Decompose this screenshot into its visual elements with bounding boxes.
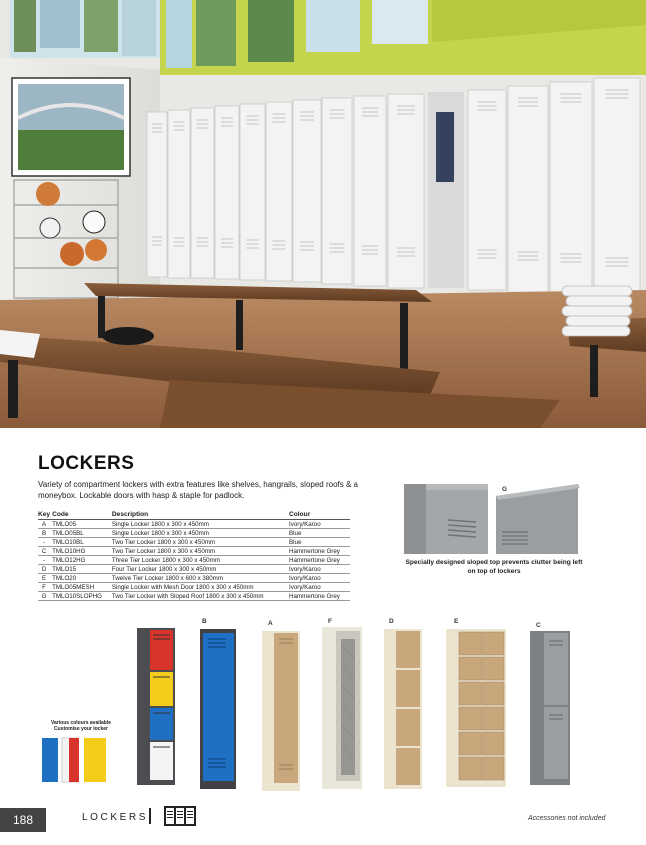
background-locker (293, 100, 321, 282)
table-cell-description: Single Locker 1800 x 300 x 450mm (112, 520, 289, 529)
product-table (38, 511, 350, 601)
background-locker (266, 102, 292, 281)
table-cell-key: C (38, 547, 52, 556)
table-cell-key: D (38, 565, 52, 574)
background-locker (215, 106, 239, 279)
table-cell-colour: Ivory/Karoo (289, 520, 350, 529)
footer-section-title: LOCKERS (82, 812, 148, 823)
background-locker (240, 104, 265, 280)
table-cell-code: TMLO05 (52, 520, 112, 529)
table-cell-key: B (38, 529, 52, 538)
table-cell-key: - (38, 556, 52, 565)
table-row (38, 547, 350, 556)
table-cell-description: Twelve Tier Locker 1800 x 600 x 380mm (112, 574, 289, 583)
table-row (38, 529, 350, 538)
table-cell-code: TMLO20 (52, 574, 112, 583)
table-cell-code: TMLO10SLOPHG (52, 592, 112, 601)
table-row (38, 538, 350, 547)
table-header-row (38, 511, 350, 520)
page-number: 188 (0, 808, 46, 832)
table-cell-code: TMLO15 (52, 565, 112, 574)
footer-divider (149, 808, 151, 824)
colours-note: Various colours available Customise your locker (50, 720, 112, 732)
custom-colour-locker (137, 628, 175, 785)
product-letter-d: D (389, 618, 394, 625)
table-row (38, 583, 350, 592)
locker-e (446, 629, 506, 787)
table-cell-code: TMLO10BL (52, 538, 112, 547)
footer-note: Accessories not included (528, 815, 606, 822)
product-letter-g: G (502, 486, 508, 493)
product-letter-a: A (268, 620, 273, 627)
table-cell-colour: Blue (289, 538, 350, 547)
table-cell-description: Two Tier Locker with Sloped Roof 1800 x 300 x 450mm (112, 592, 289, 601)
table-cell-description: Single Locker with Mesh Door 1800 x 300 x 450mm (112, 583, 289, 592)
table-row (38, 565, 350, 574)
background-locker (191, 108, 214, 278)
table-cell-key: - (38, 538, 52, 547)
table-cell-colour: Blue (289, 529, 350, 538)
table-header-description: Description (112, 511, 289, 520)
table-row (38, 520, 350, 529)
table-body (38, 520, 350, 601)
table-cell-key: A (38, 520, 52, 529)
table-cell-code: TMLO12HG (52, 556, 112, 565)
locker-f (322, 627, 362, 789)
table-cell-colour: Ivory/Karoo (289, 565, 350, 574)
table-cell-key: E (38, 574, 52, 583)
product-letter-b: B (202, 618, 207, 625)
table-header-colour: Colour (289, 511, 350, 520)
colour-swatches (42, 738, 106, 782)
product-letter-c: C (536, 622, 541, 629)
table-cell-key: F (38, 583, 52, 592)
background-locker (388, 94, 424, 288)
sloped-top-comparison (404, 484, 584, 556)
table-cell-colour: Ivory/Karoo (289, 583, 350, 592)
locker-icon (164, 806, 196, 826)
table-cell-colour: Hammertone Grey (289, 547, 350, 556)
table-row (38, 592, 350, 601)
table-row (38, 556, 350, 565)
locker-b (200, 629, 236, 789)
table-cell-key: G (38, 592, 52, 601)
locker-a (262, 631, 300, 791)
table-cell-code: TMLO05BL (52, 529, 112, 538)
locker-d (384, 629, 422, 789)
sloped-top-caption: Specially designed sloped top prevents clutter being left on top of lockers (405, 559, 583, 575)
product-letter-e: E (454, 618, 459, 625)
background-locker (168, 110, 190, 278)
table-cell-colour: Hammertone Grey (289, 592, 350, 601)
table-cell-description: Three Tier Locker 1800 x 300 x 450mm (112, 556, 289, 565)
locker-c (530, 631, 570, 785)
table-cell-colour: Ivory/Karoo (289, 574, 350, 583)
table-row (38, 574, 350, 583)
product-letter-f: F (328, 618, 332, 625)
table-cell-code: TMLO10HG (52, 547, 112, 556)
table-cell-colour: Hammertone Grey (289, 556, 350, 565)
table-header-key: Key (38, 511, 51, 518)
table-cell-description: Two Tier Locker 1800 x 300 x 450mm (112, 538, 289, 547)
section-intro: Variety of compartment lockers with extra features like shelves, hangrails, sloped roofs & a moneybox. Lockable doors with hasp & staple for padlock. (38, 480, 358, 500)
background-locker (322, 98, 352, 284)
table-header-code: Code (52, 511, 112, 520)
background-locker (147, 112, 167, 277)
table-cell-description: Single Locker 1800 x 300 x 450mm (112, 529, 289, 538)
table-cell-description: Two Tier Locker 1800 x 300 x 450mm (112, 547, 289, 556)
table-cell-description: Four Tier Locker 1800 x 300 x 450mm (112, 565, 289, 574)
product-lineup (0, 615, 646, 805)
background-locker (354, 96, 386, 286)
background-locker (508, 86, 548, 292)
background-locker (468, 90, 506, 290)
section-title: LOCKERS (38, 453, 135, 474)
background-locker (594, 78, 640, 298)
table-cell-code: TMLO05MESH (52, 583, 112, 592)
